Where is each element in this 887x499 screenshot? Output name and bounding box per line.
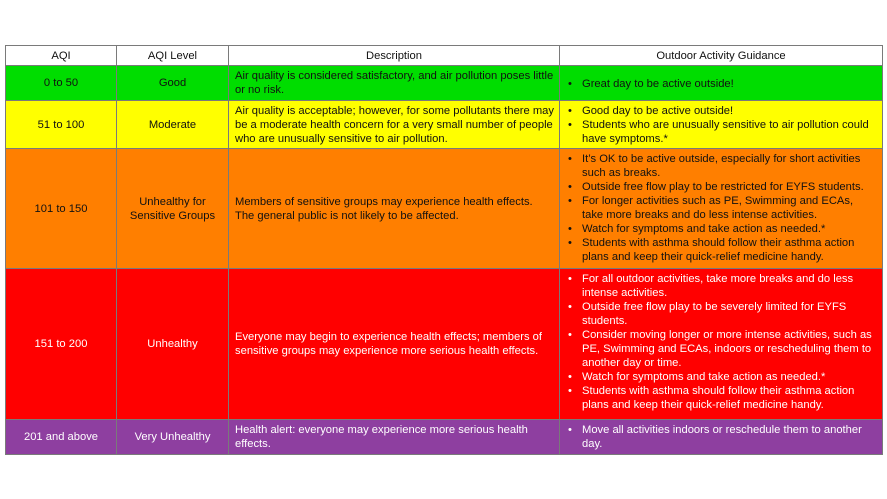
aqi-guidance-table-container — [5, 45, 882, 455]
cell-aqi-level: Moderate — [117, 101, 229, 149]
cell-aqi-range: 151 to 200 — [6, 269, 117, 420]
aqi-guidance-table — [5, 45, 883, 455]
guidance-item: • Good day to be active outside! — [582, 104, 877, 118]
table-row-unhealthy — [6, 269, 883, 420]
cell-aqi-range: 51 to 100 — [6, 101, 117, 149]
cell-guidance — [560, 269, 883, 420]
guidance-list — [565, 152, 877, 264]
cell-description: Air quality is considered satisfactory, and air pollution poses little or no risk. — [229, 66, 560, 101]
cell-aqi-level: Very Unhealthy — [117, 420, 229, 455]
guidance-item: • It’s OK to be active outside, especially for short activities such as breaks. — [582, 152, 877, 180]
guidance-item: • Move all activities indoors or reschedule them to another day. — [582, 423, 877, 451]
table-header-row — [6, 46, 883, 66]
guidance-item: • Great day to be active outside! — [582, 77, 877, 91]
guidance-item: • Consider moving longer or more intense activities, such as PE, Swimming and ECAs, indoors or rescheduling them to another day or time. — [582, 328, 877, 370]
guidance-item: • Outside free flow play to be severely limited for EYFS students. — [582, 300, 877, 328]
guidance-list — [565, 104, 877, 146]
guidance-item: • Students who are unusually sensitive to air pollution could have symptoms.* — [582, 118, 877, 146]
cell-aqi-level: Unhealthy — [117, 269, 229, 420]
cell-aqi-level: Good — [117, 66, 229, 101]
guidance-list — [565, 77, 877, 91]
cell-description: Members of sensitive groups may experience health effects. The general public is not likely to be affected. — [229, 149, 560, 269]
header-aqi: AQI — [6, 46, 117, 66]
guidance-list — [565, 272, 877, 412]
cell-aqi-range: 0 to 50 — [6, 66, 117, 101]
cell-aqi-range: 101 to 150 — [6, 149, 117, 269]
guidance-item: • For longer activities such as PE, Swimming and ECAs, take more breaks and do less intense activities. — [582, 194, 877, 222]
cell-aqi-level: Unhealthy for Sensitive Groups — [117, 149, 229, 269]
table-row-very-unhealthy — [6, 420, 883, 455]
cell-guidance — [560, 101, 883, 149]
table-row-unhealthy-sensitive — [6, 149, 883, 269]
guidance-item: • Watch for symptoms and take action as needed.* — [582, 370, 877, 384]
cell-description: Everyone may begin to experience health effects; members of sensitive groups may experience more serious health effects. — [229, 269, 560, 420]
cell-aqi-range: 201 and above — [6, 420, 117, 455]
cell-description: Air quality is acceptable; however, for some pollutants there may be a moderate health concern for a very small number of people who are unusually sensitive to air pollution. — [229, 101, 560, 149]
cell-description: Health alert: everyone may experience more serious health effects. — [229, 420, 560, 455]
cell-guidance — [560, 66, 883, 101]
cell-guidance — [560, 149, 883, 269]
guidance-list — [565, 423, 877, 451]
guidance-item: • For all outdoor activities, take more breaks and do less intense activities. — [582, 272, 877, 300]
guidance-item: • Outside free flow play to be restricted for EYFS students. — [582, 180, 877, 194]
guidance-item: • Watch for symptoms and take action as needed.* — [582, 222, 877, 236]
guidance-item: • Students with asthma should follow their asthma action plans and keep their quick-relief medicine handy. — [582, 384, 877, 412]
header-description: Description — [229, 46, 560, 66]
table-row-moderate — [6, 101, 883, 149]
cell-guidance — [560, 420, 883, 455]
guidance-item: • Students with asthma should follow their asthma action plans and keep their quick-relief medicine handy. — [582, 236, 877, 264]
header-outdoor-activity-guidance: Outdoor Activity Guidance — [560, 46, 883, 66]
header-aqi-level: AQI Level — [117, 46, 229, 66]
table-row-good — [6, 66, 883, 101]
